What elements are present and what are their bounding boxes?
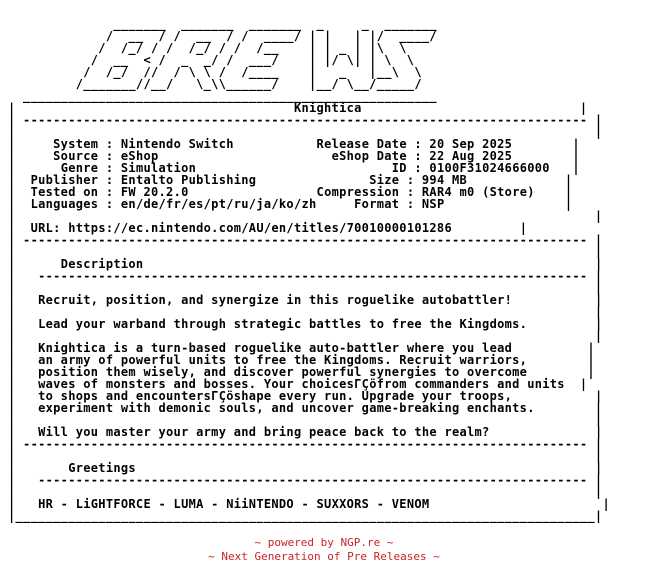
- release-title: Knightica: [293, 101, 362, 115]
- greetings-groups: HR - LiGHTFORCE - LUMA - NiiNTENDO - SUXXORS - VENOM: [38, 497, 430, 511]
- nfo-document: _______ _______ _______ _ _ _______ / __ / / __ / / ____/ | | | |/ ____/ / /_/ / / /_/ / / /__ | | _ | |\ \ / __ < / _ _/ / ___/ | |/ \| | \ \ / /_/ // / \ \ / /____ | _ |__\ \ /_______//__/ \_\\______/ |__/ \__/_____/ _______________________________________________________ | Knightica | | --------------------------------------------------------------------------- | | | | System : Nintendo Switch Release Date : 20 Sep 2025 | | Source : eShop eShop Date : 22 Aug 2025 | | Genre : Simulation ID : 0100F31024666000 | | Publisher : Entalto Publishing Size : 994 MB | | Tested on : FW 20.2.0 Compression : RAR4 m0 (Store) | | Languages : en/de/fr/es/pt/ru/ja/ko/zh Format : NSP | | | | URL: https://ec.nintendo.com/AU/en/titles/70010000101286 | | --------------------------------------------------------------------------- | | | | Description | | ------------------------------------------------------------------------- | | | | Recruit, position, and synergize in this roguelike autobattler! | | | | Lead your warband through strategic battles to free the Kingdoms. | | | | Knightica is a turn-based roguelike auto-battler where you lead | | an army of powerful units to free the Kingdoms. Recruit warriors, | | position them wisely, and discover powerful synergies to overcome | | waves of monsters and bosses. Your choicesΓÇöfrom commanders and units | | to shops and encountersΓÇöshape every run. Upgrade your troops, | | experiment with demonic souls, and uncover game-breaking enchants. | | | | Will you master your army and bring peace back to the realm? | | --------------------------------------------------------------------------- | | | | Greetings | | ------------------------------------------------------------------------- | | | | HR - LiGHTFORCE - LUMA - NiiNTENDO - SUXXORS - VENOM | |_____________________________________________________________________________|: [8, 17, 610, 523]
- description-line: an army of powerful units to free the Kingdoms. Recruit warriors,: [38, 353, 528, 367]
- url-label: URL: [30, 221, 54, 235]
- release-date-label: Release Date: [316, 137, 407, 151]
- languages-value: en/de/fr/es/pt/ru/ja/ko/zh: [120, 197, 317, 211]
- greetings-heading: Greetings: [68, 461, 136, 475]
- format-label: Format: [354, 197, 400, 211]
- release-date-value: 20 Sep 2025: [429, 137, 513, 151]
- publisher-value: Entalto Publishing: [120, 173, 257, 187]
- logo-banner-line: / /_/ / / /_/ / / /__ | | _ | |\ \: [8, 41, 407, 55]
- genre-label: Genre: [60, 161, 99, 175]
- tested-on-value: FW 20.2.0: [120, 185, 189, 199]
- size-label: Size: [369, 173, 400, 187]
- logo-banner-line: _______ _______ _______ _ _ _______: [8, 17, 437, 31]
- powered-by-link[interactable]: ~ powered by NGP.re ~: [254, 536, 394, 549]
- system-value: Nintendo Switch: [120, 137, 234, 151]
- description-line: Knightica is a turn-based roguelike auto-battler where you lead: [38, 341, 513, 355]
- footer-powered-by: [0, 536, 648, 550]
- system-label: System: [53, 137, 99, 151]
- logo-banner-line: / __ < / _ _/ / ___/ | |/ \| | \ \: [8, 53, 415, 67]
- description-line: waves of monsters and bosses. Your choicesΓÇöfrom commanders and units: [38, 377, 565, 391]
- logo-banner-line: /_______//__/ \_\\______/ |__/ \__/_____/: [8, 77, 422, 91]
- publisher-label: Publisher: [30, 173, 99, 187]
- tested-on-label: Tested on: [30, 185, 99, 199]
- description-line: experiment with demonic souls, and uncover game-breaking enchants.: [38, 401, 535, 415]
- description-lead: Lead your warband through strategic battles to free the Kingdoms.: [38, 317, 528, 331]
- size-value: 994 MB: [421, 173, 468, 187]
- genre-value: Simulation: [120, 161, 197, 175]
- logo-banner-line: / __ / / __ / / ____/ | | | |/ ____/: [8, 29, 437, 43]
- compression-label: Compression: [316, 185, 400, 199]
- id-label: ID: [391, 161, 407, 175]
- footer-tagline: ~ Next Generation of Pre Releases ~: [208, 550, 440, 563]
- format-value: NSP: [421, 197, 445, 211]
- languages-label: Languages: [30, 197, 99, 211]
- compression-value: RAR4 m0 (Store): [421, 185, 535, 199]
- eshop-date-value: 22 Aug 2025: [429, 149, 513, 163]
- description-heading: Description: [60, 257, 144, 271]
- description-tagline: Recruit, position, and synergize in this roguelike autobattler!: [38, 293, 513, 307]
- eshop-date-label: eShop Date: [331, 149, 407, 163]
- description-line: position them wisely, and discover powerful synergies to overcome: [38, 365, 528, 379]
- id-value: 0100F31024666000: [429, 161, 550, 175]
- description-closing: Will you master your army and bring peace back to the realm?: [38, 425, 490, 439]
- description-line: to shops and encountersΓÇöshape every run. Upgrade your troops,: [38, 389, 513, 403]
- source-value: eShop: [120, 149, 159, 163]
- source-label: Source: [53, 149, 99, 163]
- logo-banner-line: / /_/ // / \ \ / /____ | _ |__\ \: [8, 65, 422, 79]
- logo-banner-line: _______________________________________________________: [8, 89, 452, 103]
- nintendo-store-link[interactable]: https://ec.nintendo.com/AU/en/titles/70010000101286: [68, 221, 452, 235]
